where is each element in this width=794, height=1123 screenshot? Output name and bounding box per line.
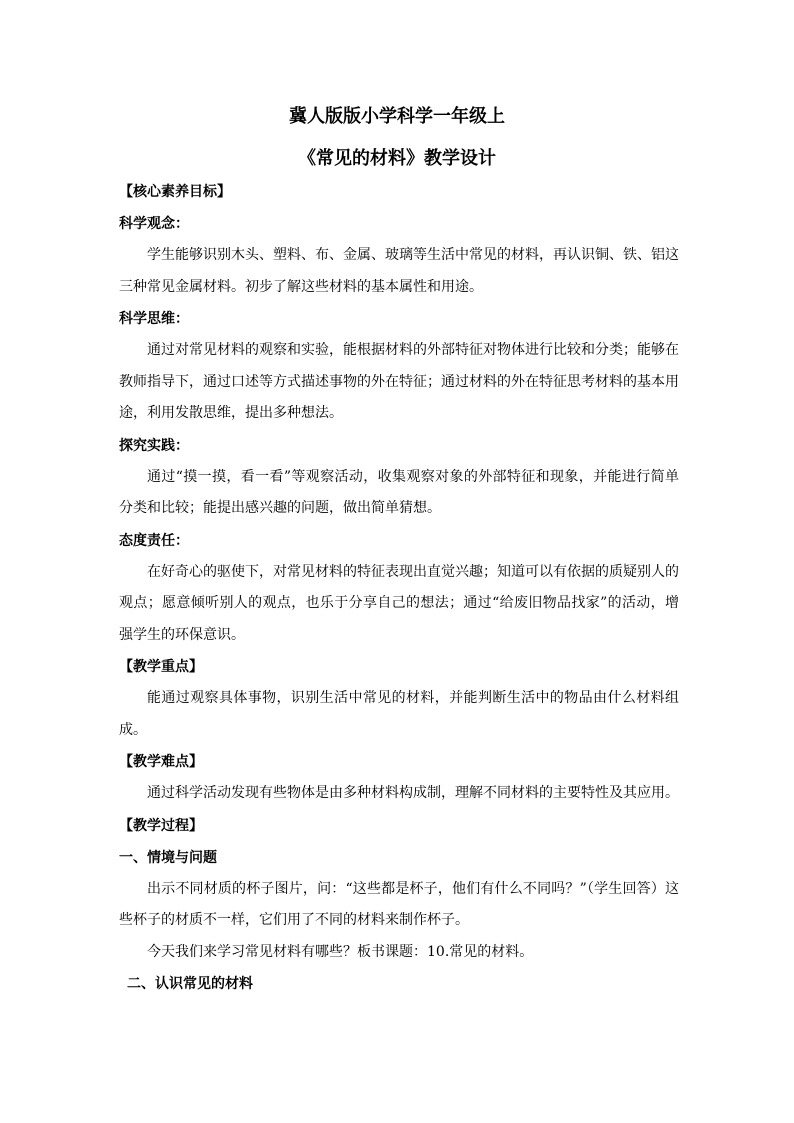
subheading-science-concept: 科学观念： [119,216,189,232]
subheading-recognize-materials: 二、认识常见的材料 [127,976,253,992]
section-heading-key-points: 【教学重点】 [119,659,203,675]
paragraph-difficulties: 通过科学活动发现有些物体是由多种材料构成制，理解不同材料的主要特性及其应用。 [147,785,679,801]
section-heading-core-goals: 【核心素养目标】 [119,184,231,200]
paragraph-situation-1: 出示不同材质的杯子图片，问：“这些都是杯子，他们有什么不同吗？”（学生回答）这些杯子的材质不一样，它们用了不同的材料来制作杯子。 [119,880,679,928]
section-heading-difficulties: 【教学难点】 [119,754,203,770]
subheading-science-thinking: 科学思维： [119,311,189,327]
paragraph-key-points: 能通过观察具体事物，识别生活中常见的材料，并能判断生活中的物品由什么材料组成。 [119,690,679,738]
section-heading-process: 【教学过程】 [119,817,203,834]
paragraph-attitude: 在好奇心的驱使下，对常见材料的特征表现出直觉兴趣；知道可以有依据的质疑别人的观点；愿意倾听别人的观点，也乐于分享自己的想法；通过“给废旧物品找家”的活动，增强学生的环保意识。 [119,563,679,643]
document-title: 冀人版版小学科学一年级上 [289,106,505,127]
document-subtitle: 《常见的材料》教学设计 [298,148,496,169]
subheading-attitude: 态度责任： [119,532,189,549]
document-body [119,176,679,1000]
subheading-inquiry-practice: 探究实践： [119,437,189,454]
paragraph-inquiry-practice: 通过“摸一摸，看一看”等观察活动，收集观察对象的外部特征和现象，并能进行简单分类和比较；能提出感兴趣的问题，做出简单猜想。 [119,468,679,516]
paragraph-science-concept: 学生能够识别木头、塑料、布、金属、玻璃等生活中常见的材料，再认识铜、铁、铝这三种常见金属材料。初步了解这些材料的基本属性和用途。 [119,247,679,295]
subheading-situation-question: 一、情境与问题 [119,849,217,866]
paragraph-situation-2: 今天我们来学习常见材料有哪些？板书课题：10.常见的材料。 [147,943,534,960]
paragraph-science-thinking: 通过对常见材料的观察和实验，能根据材料的外部特征对物体进行比较和分类；能够在教师指导下，通过口述等方式描述事物的外在特征；通过材料的外在特征思考材料的基本用途，利用发散思维，提出多种想法。 [119,342,679,421]
